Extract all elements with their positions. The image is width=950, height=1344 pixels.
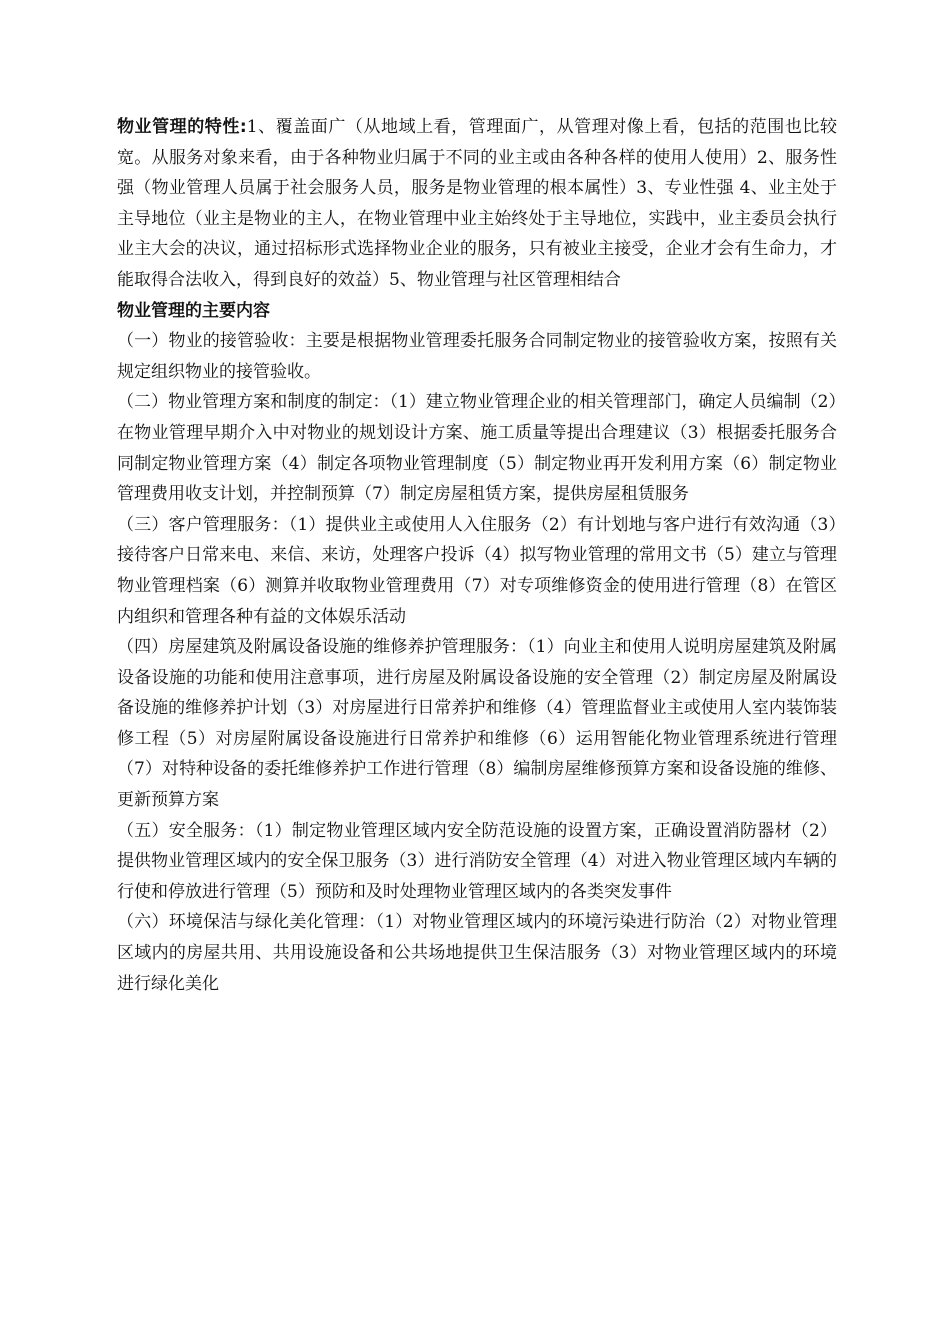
document-page bbox=[117, 112, 837, 999]
section-4-paragraph: （四）房屋建筑及附属设备设施的维修养护管理服务：（1）向业主和使用人说明房屋建筑及附属设备设施的功能和使用注意事项，进行房屋及附属设备设施的安全管理（2）制定房屋及附属设备设施的维修养护计划（3）对房屋进行日常养护和维修（4）管理监督业主或使用人室内装饰装修工程（5）对房屋附属设备设施进行日常养护和维修（6）运用智能化物业管理系统进行管理（7）对特种设备的委托维修养护工作进行管理（8）编制房屋维修预算方案和设备设施的维修、更新预算方案 bbox=[117, 637, 837, 811]
main-content-heading: 物业管理的主要内容 bbox=[117, 300, 270, 321]
section-3-paragraph: （三）客户管理服务：（1）提供业主或使用人入住服务（2）有计划地与客户进行有效沟通（3）接待客户日常来电、来信、来访，处理客户投诉（4）拟写物业管理的常用文书（5）建立与管理物业管理档案（6）测算并收取物业管理费用（7）对专项维修资金的使用进行管理（8）在管区内组织和管理各种有益的文体娱乐活动 bbox=[117, 514, 837, 627]
section-5-paragraph: （五）安全服务：（1）制定物业管理区域内安全防范设施的设置方案，正确设置消防器材（2）提供物业管理区域内的安全保卫服务（3）进行消防安全管理（4）对进入物业管理区域内车辆的行使和停放进行管理（5）预防和及时处理物业管理区域内的各类突发事件 bbox=[117, 820, 837, 902]
section-1-paragraph: （一）物业的接管验收：主要是根据物业管理委托服务合同制定物业的接管验收方案，按照有关规定组织物业的接管验收。 bbox=[117, 331, 837, 382]
characteristics-paragraph bbox=[117, 112, 837, 296]
characteristics-title: 物业管理的特性: bbox=[117, 117, 247, 137]
characteristics-body: 1、覆盖面广（从地域上看，管理面广，从管理对像上看，包括的范围也比较宽。从服务对象来看，由于各种物业归属于不同的业主或由各种各样的使用人使用）2、服务性强（物业管理人员属于社会服务人员，服务是物业管理的根本属性）3、专业性强 4、业主处于主导地位（业主是物业的主人，在物业管理中业主始终处于主导地位，实践中，业主委员会执行业主大会的决议，通过招标形式选择物业企业的服务，只有被业主接受，企业才会有生命力，才能取得合法收入，得到良好的效益）5、物业管理与社区管理相结合 bbox=[117, 117, 837, 290]
section-2-paragraph: （二）物业管理方案和制度的制定：（1）建立物业管理企业的相关管理部门，确定人员编制（2）在物业管理早期介入中对物业的规划设计方案、施工质量等提出合理建议（3）根据委托服务合同制定物业管理方案（4）制定各项物业管理制度（5）制定物业再开发利用方案（6）制定物业管理费用收支计划，并控制预算（7）制定房屋租赁方案，提供房屋租赁服务 bbox=[117, 392, 837, 505]
section-6-paragraph: （六）环境保洁与绿化美化管理：（1）对物业管理区域内的环境污染进行防治（2）对物业管理区域内的房屋共用、共用设施设备和公共场地提供卫生保洁服务（3）对物业管理区域内的环境进行绿化美化 bbox=[117, 912, 837, 994]
